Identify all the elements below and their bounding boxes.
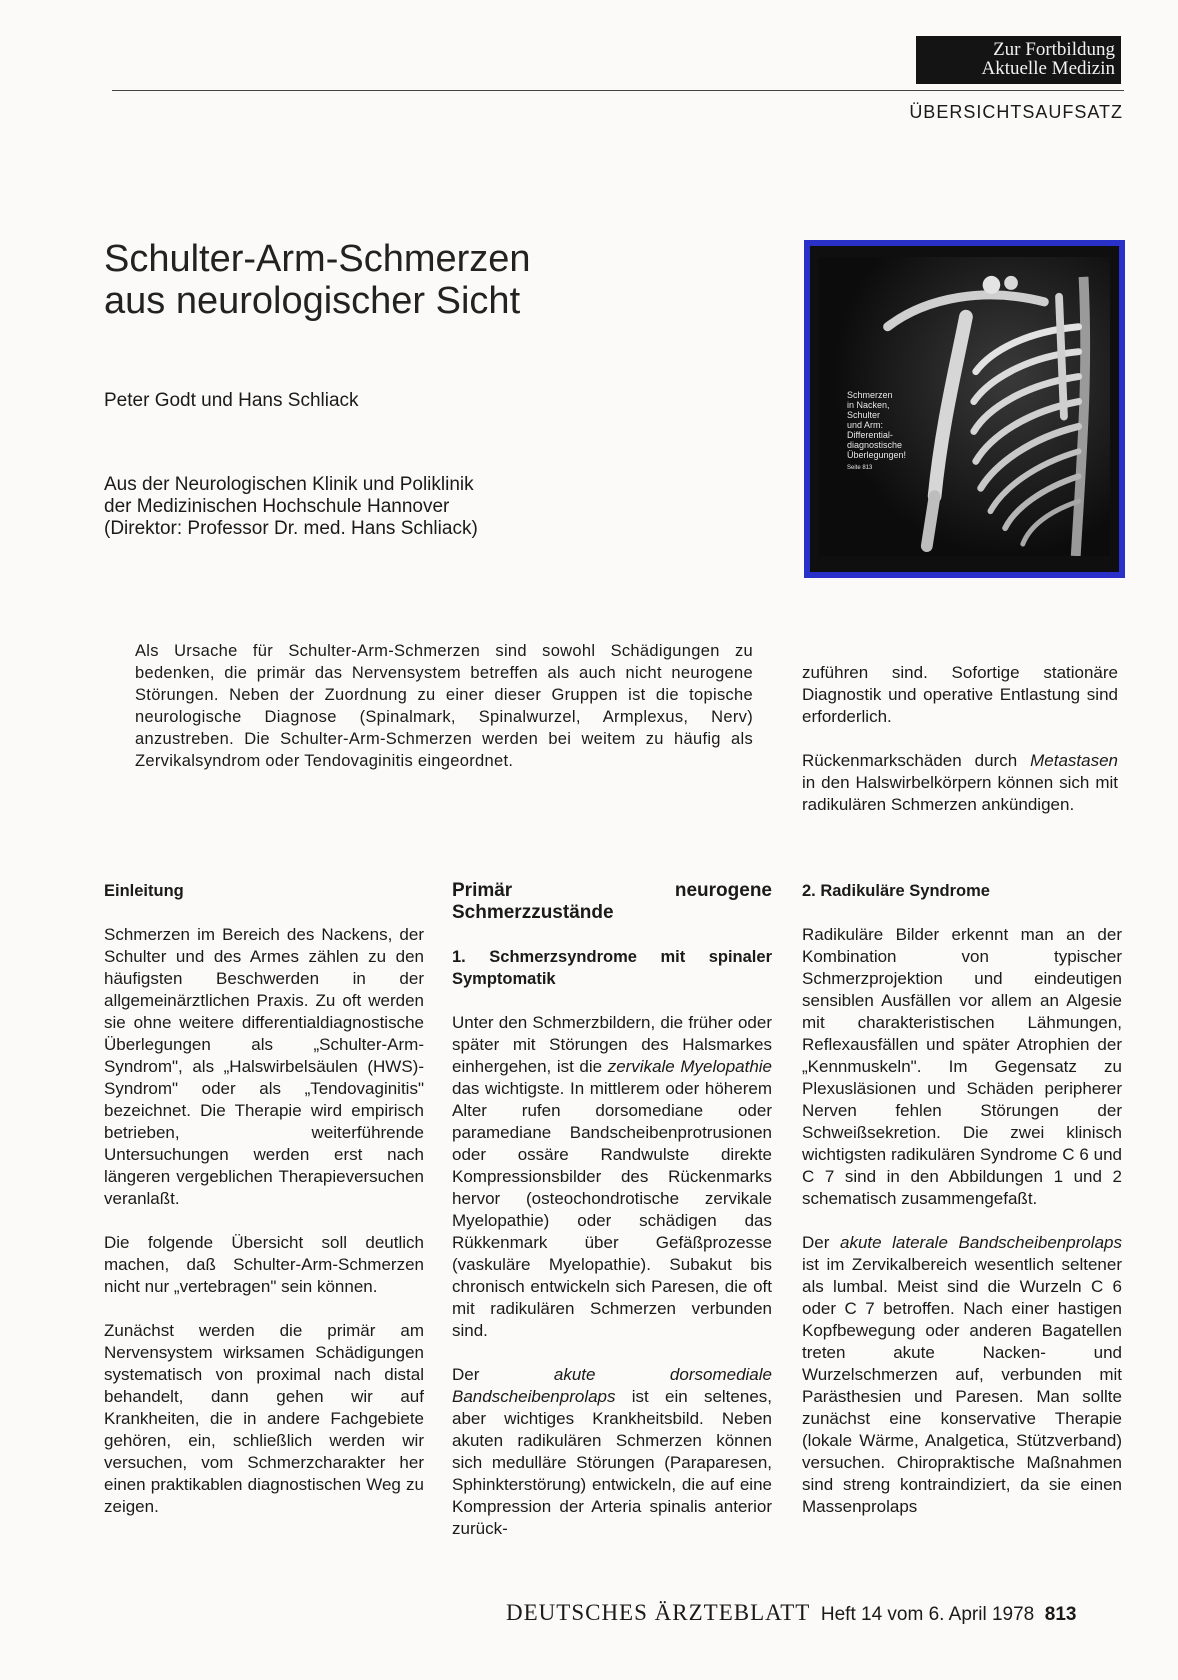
caption-line: Überlegungen! (847, 450, 907, 460)
text-column-1 (104, 880, 424, 1540)
issue-info: Heft 14 vom 6. April 1978 (820, 1604, 1035, 1625)
cover-image (804, 240, 1125, 578)
affiliation-line-3: (Direktor: Professor Dr. med. Hans Schliack) (104, 518, 478, 539)
title-line-1: Schulter-Arm-Schmerzen (104, 238, 531, 280)
series-badge (916, 36, 1121, 84)
paragraph: Radikuläre Bilder erkennt man an der Kombination von typischer Schmerzprojektion und eindeutigen sensiblen Ausfällen vor allem an Algesie mit charakteristischen Lähmungen, Reflexausfällen und später Atrophien der „Kennmuskeln". Im Gegensatz zu Plexusläsionen und Schäden peripherer Nerven fehlen Störungen der Schweißsekretion. Die zwei klinisch wichtigsten radikulären Syndrome C 6 und C 7 sind in den Abbildungen 1 und 2 schematisch zusammengefaßt. (802, 925, 1122, 1208)
article-title (104, 238, 531, 322)
caption-line: diagnostische (847, 440, 903, 450)
section-heading: 2. Radikuläre Syndrome (802, 882, 990, 900)
paragraph: Zunächst werden die primär am Nervensystem wirksamen Schädigungen systematisch von proximal nach distal behandelt, dann gehen wir auf Krankheiten, die in andere Fachgebiete gehören, ein, schließlich werden wir versuchen, vom Schmerzcharakter her einen praktikablen diagnostischen Weg zu zeigen. (104, 1321, 424, 1516)
skeleton-photo (819, 257, 1110, 556)
text-column-3 (802, 880, 1122, 1540)
subsection-heading: 1. Schmerzsyndrome mit spinaler Symptomatik (452, 948, 772, 988)
caption-line: Differential- (847, 430, 893, 440)
journal-name: DEUTSCHES ÄRZTEBLATT (506, 1600, 811, 1625)
affiliation-line-1: Aus der Neurologischen Klinik und Poliklinik (104, 474, 474, 495)
title-line-2: aus neurologischer Sicht (104, 280, 521, 322)
caption-line: Schmerzen (847, 390, 893, 400)
section-heading: Einleitung (104, 882, 184, 900)
paragraph: Die folgende Übersicht soll deutlich machen, daß Schulter-Arm-Schmerzen nicht nur „vertebragen" sein können. (104, 1233, 424, 1296)
section-label: ÜBERSICHTSAUFSATZ (909, 102, 1123, 122)
paragraph: Rückenmarkschäden durch Metastasen in den Halswirbelkörpern können sich mit radikulären Schmerzen ankündigen. (802, 751, 1118, 814)
affiliation (104, 474, 478, 540)
caption-line: und Arm: (847, 420, 884, 430)
abstract-text: Als Ursache für Schulter-Arm-Schmerzen sind sowohl Schädigungen zu bedenken, die primär das Nervensystem betreffen als auch nicht neurogene Störungen. Neben der Zuordnung zu einer dieser Gruppen ist die topische neurologische Diagnose (Spinalmark, Spinalwurzel, Armplexus, Nerv) anzustreben. Die Schulter-Arm-Schmerzen werden bei weitem zu häufig als Zervikalsyndrom oder Tendovaginitis eingeordnet. (135, 642, 753, 770)
paragraph: Der akute laterale Bandscheibenprolaps ist im Zervikalbereich wesentlich seltener als lumbal. Meist sind die Wurzeln C 6 oder C 7 betroffen. Nach einer hastigen Kopfbewegung oder anderen Bagatellen treten akute Nacken- und Wurzelschmerzen auf, verbunden mit Parästhesien und Paresen. Man sollte zunächst eine konservative Therapie (lokale Wärme, Analgetica, Stützverband) versuchen. Chiropraktische Maßnahmen sind streng kontraindiziert, da sie einen Massenprolaps (802, 1233, 1122, 1516)
header-rule (112, 90, 1124, 91)
caption-page-ref: Seite 813 (847, 465, 873, 471)
text-column-2 (452, 880, 772, 1562)
paragraph: Unter den Schmerzbildern, die früher oder später mit Störungen des Halsmarkes einhergehen, ist die zervikale Myelopathie das wichtigste. In mittlerem oder höherem Alter rufen dorsomediane oder paramediane Bandscheibenprotrusionen oder ossäre Randwulste direkte Kompressionsbilder des Rückenmarks hervor (osteochondrotische zervikale Myelopathie) oder schädigen das Rükkenmark über Gefäßprozesse (vaskuläre Myelopathie). Subakut bis chronisch entwickeln sich Paresen, die oft mit radikulären Schmerzen verbunden sind. (452, 1013, 773, 1340)
page-footer (506, 1600, 1076, 1626)
page-number: 813 (1044, 1604, 1077, 1625)
paragraph: Der akute dorsomediale Bandscheibenprolaps ist ein seltenes, aber wichtiges Krankheitsbild. Neben akuten radikulären Schmerzen können sich medulläre Störungen (Paraparesen, Sphinkterstörung) entwickeln, die auf eine Kompression der Arteria spinalis anterior zurück- (452, 1365, 772, 1538)
abstract-continuation (802, 662, 1118, 838)
section-heading: Primär neurogene Schmerzzustände (452, 880, 772, 923)
caption-line: Schulter (847, 410, 881, 420)
series-line-2: Aktuelle Medizin (981, 58, 1115, 79)
series-line-1: Zur Fortbildung (993, 39, 1115, 60)
paragraph: zuführen sind. Sofortige stationäre Diagnostik und operative Entlastung sind erforderlich. (802, 663, 1118, 726)
paragraph: Schmerzen im Bereich des Nackens, der Schulter und des Armes zählen zu den häufigsten Beschwerden in der allgemeinärztlichen Praxis. Zu oft werden sie ohne weitere differentialdiagnostische Überlegungen als „Schulter-Arm-Syndrom", als „Halswirbelsäulen (HWS)-Syndrom" oder als „Tendovaginitis" bezeichnet. Die Therapie wird empirisch betrieben, weiterführende Untersuchungen werden erst nach längeren vergeblichen Therapieversuchen veranlaßt. (104, 925, 424, 1208)
caption-line: in Nacken, (847, 400, 890, 410)
authors: Peter Godt und Hans Schliack (104, 390, 359, 411)
cover-caption (847, 390, 927, 473)
affiliation-line-2: der Medizinischen Hochschule Hannover (104, 496, 450, 517)
